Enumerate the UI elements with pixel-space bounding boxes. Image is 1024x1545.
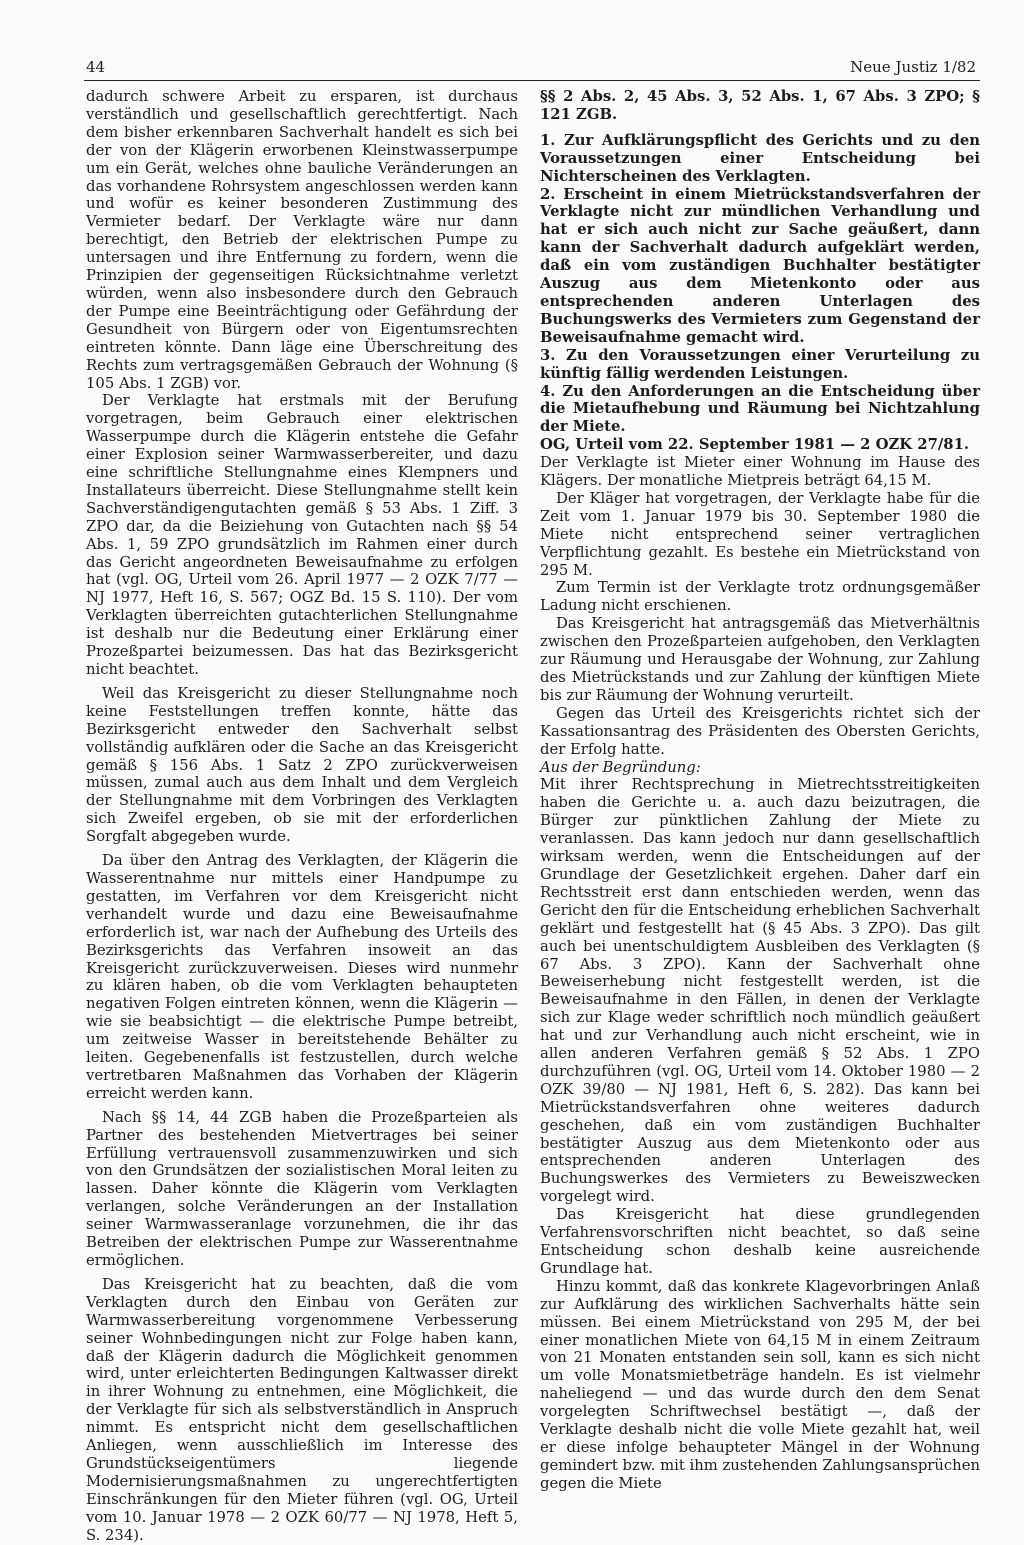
- paragraph: Zum Termin ist der Verklagte trotz ordnungsgemäßer Ladung nicht erschienen.: [540, 579, 980, 615]
- headnote: 3. Zu den Voraussetzungen einer Verurteilung zu künftig fällig werdenden Leistungen.: [540, 346, 980, 382]
- paragraph: Mit ihrer Rechtsprechung in Mietrechtsstreitigkeiten haben die Gerichte u. a. auch dazu beizutragen, die Bürger zur pünktlichen Zahlung der Miete zu veranlassen. Das kann jedoch nur dann gesellschaftlich wirksam werden, wenn die Entscheidungen auf der Grundlage der Gesetzlichkeit ergehen. Daher darf ein Rechtsstreit erst dann entschieden werden, wenn das Gericht den für die Entscheidung erheblichen Sachverhalt geklärt und festgestellt hat (§ 45 Abs. 3 ZPO). Das gilt auch bei unentschuldigtem Ausbleiben des Verklagten (§ 67 Abs. 3 ZPO). Kann der Sachverhalt ohne Beweiserhebung nicht festgestellt werden, ist die Beweisaufnahme in den Fällen, in denen der Verklagte sich zur Klage weder schriftlich noch mündlich geäußert hat und zur Verhandlung auch nicht erscheint, wie in allen anderen Verfahren gemäß § 52 Abs. 1 ZPO durchzuführen (vgl. OG, Urteil vom 14. Oktober 1980 — 2 OZK 39/80 — NJ 1981, Heft 6, S. 282). Das kann bei Mietrückstandsverfahren ohne weiteres dadurch geschehen, daß ein vom zuständigen Buchhalter bestätigter Auszug aus dem Mietenkonto oder aus entsprechenden anderen Unterlagen des Buchungswerkes des Vermieters zu Beweiszwecken vorgelegt wird.: [540, 776, 980, 1206]
- headnote: 2. Erscheint in einem Mietrückstandsverfahren der Verklagte nicht zur mündlichen Verhandlung und hat er sich auch nicht zur Sache geäußert, dann kann der Sachverhalt dadurch aufgeklärt werden, daß ein vom zuständigen Buchhalter bestätigter Auszug aus dem Mietenkonto oder aus entsprechenden anderen Unterlagen des Buchungswerks des Vermieters zum Gegenstand der Beweisaufnahme gemacht wird.: [540, 185, 980, 346]
- paragraph: Nach §§ 14, 44 ZGB haben die Prozeßparteien als Partner des bestehenden Mietvertrages bei seiner Erfüllung vertrauensvoll zusammenzuwirken und sich von den Grundsätzen der sozialistischen Moral leiten zu lassen. Daher könnte die Klägerin vom Verklagten verlangen, solche Veränderungen an der Installation seiner Warmwasseranlage vorzunehmen, die ihr das Betreiben der elektrischen Pumpe zur Wasserentnahme ermöglichen.: [86, 1108, 518, 1269]
- paragraph: Das Kreisgericht hat diese grundlegenden Verfahrensvorschriften nicht beachtet, so daß seine Entscheidung schon deshalb keine ausreichende Grundlage hat.: [540, 1206, 980, 1277]
- page-header: [84, 52, 980, 81]
- page-number: 44: [86, 58, 106, 76]
- left-column: [86, 88, 518, 1545]
- headnote: 4. Zu den Anforderungen an die Entscheidung über die Mietaufhebung und Räumung bei Nichtzahlung der Miete.: [540, 382, 980, 436]
- paragraph: Da über den Antrag des Verklagten, der Klägerin die Wasserentnahme nur mittels einer Handpumpe zu gestatten, im Verfahren vor dem Kreisgericht nicht verhandelt wurde und dazu eine Beweisaufnahme erforderlich ist, war nach der Aufhebung des Urteils des Bezirksgerichts das Verfahren insoweit an das Kreisgericht zurückzuverweisen. Dieses wird nunmehr zu klären haben, ob die vom Verklagten behaupteten negativen Folgen eintreten können, wenn die Klägerin — wie sie beabsichtigt — die elektrische Pumpe betreibt, um zeitweise Wasser in bereitstehende Behälter zu leiten. Gegebenenfalls ist festzustellen, durch welche vertretbaren Maßnahmen das Vorhaben der Klägerin erreicht werden kann.: [86, 852, 518, 1102]
- paragraph: Weil das Kreisgericht zu dieser Stellungnahme noch keine Feststellungen treffen konnte, hätte das Bezirksgericht entweder den Sachverhalt selbst vollständig aufklären oder die Sache an das Kreisgericht gemäß § 156 Abs. 1 Satz 2 ZPO zurückverweisen müssen, zumal auch aus dem Inhalt und dem Vergleich der Stellungnahme mit dem Vorbringen des Verklagten sich Zweifel ergeben, ob sie mit der erforderlichen Sorgfalt abgegeben wurde.: [86, 684, 518, 846]
- paragraph: Gegen das Urteil des Kreisgerichts richtet sich der Kassationsantrag des Präsidenten des Obersten Gerichts, der Erfolg hatte.: [540, 704, 980, 758]
- section-heading: Aus der Begründung:: [540, 758, 701, 776]
- journal-title: Neue Justiz 1/82: [850, 58, 976, 76]
- paragraph: Das Kreisgericht hat zu beachten, daß die vom Verklagten durch den Einbau von Geräten zur Warmwasserbereitung vorgenommene Verbesserung seiner Wohnbedingungen nicht zur Folge haben kann, daß der Klägerin dadurch die Möglichkeit genommen wird, unter erleichterten Bedingungen Kaltwasser direkt in ihrer Wohnung zu entnehmen, eine Möglichkeit, die der Verklagte für sich als selbstverständlich in Anspruch nimmt. Es entspricht nicht dem gesellschaftlichen Anliegen, wenn ausschließlich im Interesse des Grundstückseigentümers liegende Modernisierungsmaßnahmen zu ungerechtfertigten Einschränkungen für den Mieter führen (vgl. OG, Urteil vom 10. Januar 1978 — 2 OZK 60/77 — NJ 1978, Heft 5, S. 234).: [86, 1275, 518, 1544]
- right-column: [540, 88, 980, 1493]
- case-reference: OG, Urteil vom 22. September 1981 — 2 OZK 27/81.: [540, 436, 970, 454]
- headnote: 1. Zur Aufklärungspflicht des Gerichts und zu den Voraussetzungen einer Entscheidung bei Nichterscheinen des Verklagten.: [540, 131, 980, 185]
- paragraph: Der Kläger hat vorgetragen, der Verklagte habe für die Zeit vom 1. Januar 1979 bis 30. September 1980 die Miete nicht entsprechend seiner vertraglichen Verpflichtung gezahlt. Es bestehe ein Mietrückstand von 295 M.: [540, 489, 980, 579]
- paragraph: Hinzu kommt, daß das konkrete Klagevorbringen Anlaß zur Aufklärung des wirklichen Sachverhalts hätte sein müssen. Bei einem Mietrückstand von 295 M, der bei einer monatlichen Miete von 64,15 M in einem Zeitraum von 21 Monaten entstanden sein soll, kann es sich nicht um volle Monatsmietbeträge handeln. Es ist vielmehr naheliegend — und das wurde durch den dem Senat vorgelegten Schriftwechsel bestätigt —, daß der Verklagte deshalb nicht die volle Miete gezahlt hat, weil er diese infolge behaupteter Mängel in der Wohnung gemindert bzw. mit ihm zustehenden Zahlungsansprüchen gegen die Miete: [540, 1277, 980, 1492]
- paragraph: Das Kreisgericht hat antragsgemäß das Mietverhältnis zwischen den Prozeßparteien aufgehoben, den Verklagten zur Räumung und Herausgabe der Wohnung, zur Zahlung des Mietrückstands und zur Zahlung der künftigen Miete bis zur Räumung der Wohnung verurteilt.: [540, 615, 980, 704]
- paragraph: Der Verklagte hat erstmals mit der Berufung vorgetragen, beim Gebrauch einer elektrischen Wasserpumpe durch die Klägerin entstehe die Gefahr einer Explosion seiner Warmwasserbereiter, und dazu eine schriftliche Stellungnahme eines Klempners und Installateurs überreicht. Diese Stellungnahme stellt kein Sachverständigengutachten gemäß § 53 Abs. 1 Ziff. 3 ZPO dar, da die Beiziehung von Gutachten nach §§ 54 Abs. 1, 59 ZPO grundsätzlich im Rahmen einer durch das Gericht angeordneten Beweisaufnahme zu erfolgen hat (vgl. OG, Urteil vom 26. April 1977 — 2 OZK 7/77 — NJ 1977, Heft 16, S. 567; OGZ Bd. 15 S. 110). Der vom Verklagten überreichten gutachterlichen Stellungnahme ist deshalb nur die Bedeutung einer Erklärung einer Prozeßpartei beizumessen. Das hat das Bezirksgericht nicht beachtet.: [86, 392, 518, 678]
- cited-norms: §§ 2 Abs. 2, 45 Abs. 3, 52 Abs. 1, 67 Abs. 3 ZPO; § 121 ZGB.: [540, 88, 980, 123]
- paragraph: dadurch schwere Arbeit zu ersparen, ist durchaus verständlich und gesellschaftlich gerechtfertigt. Nach dem bisher erkennbaren Sachverhalt handelt es sich bei der von der Klägerin erworbenen Kleinstwasserpumpe um ein Gerät, welches ohne bauliche Veränderungen an das vorhandene Rohrsystem angeschlossen werden kann und wofür es keiner besonderen Zustimmung des Vermieter bedarf. Der Verklagte wäre nur dann berechtigt, den Betrieb der elektrischen Pumpe zu untersagen und ihre Entfernung zu fordern, wenn die Prinzipien der gegenseitigen Rücksichtnahme verletzt würden, wenn also insbesondere durch den Gebrauch der Pumpe eine Beeinträchtigung oder Gefährdung der Gesundheit von Bürgern oder von Eigentumsrechten eintreten könnte. Dann läge eine Überschreitung des Rechts zum vertragsgemäßen Gebrauch der Wohnung (§ 105 Abs. 1 ZGB) vor.: [86, 88, 518, 392]
- paragraph: Der Verklagte ist Mieter einer Wohnung im Hause des Klägers. Der monatliche Mietpreis beträgt 64,15 M.: [540, 454, 980, 490]
